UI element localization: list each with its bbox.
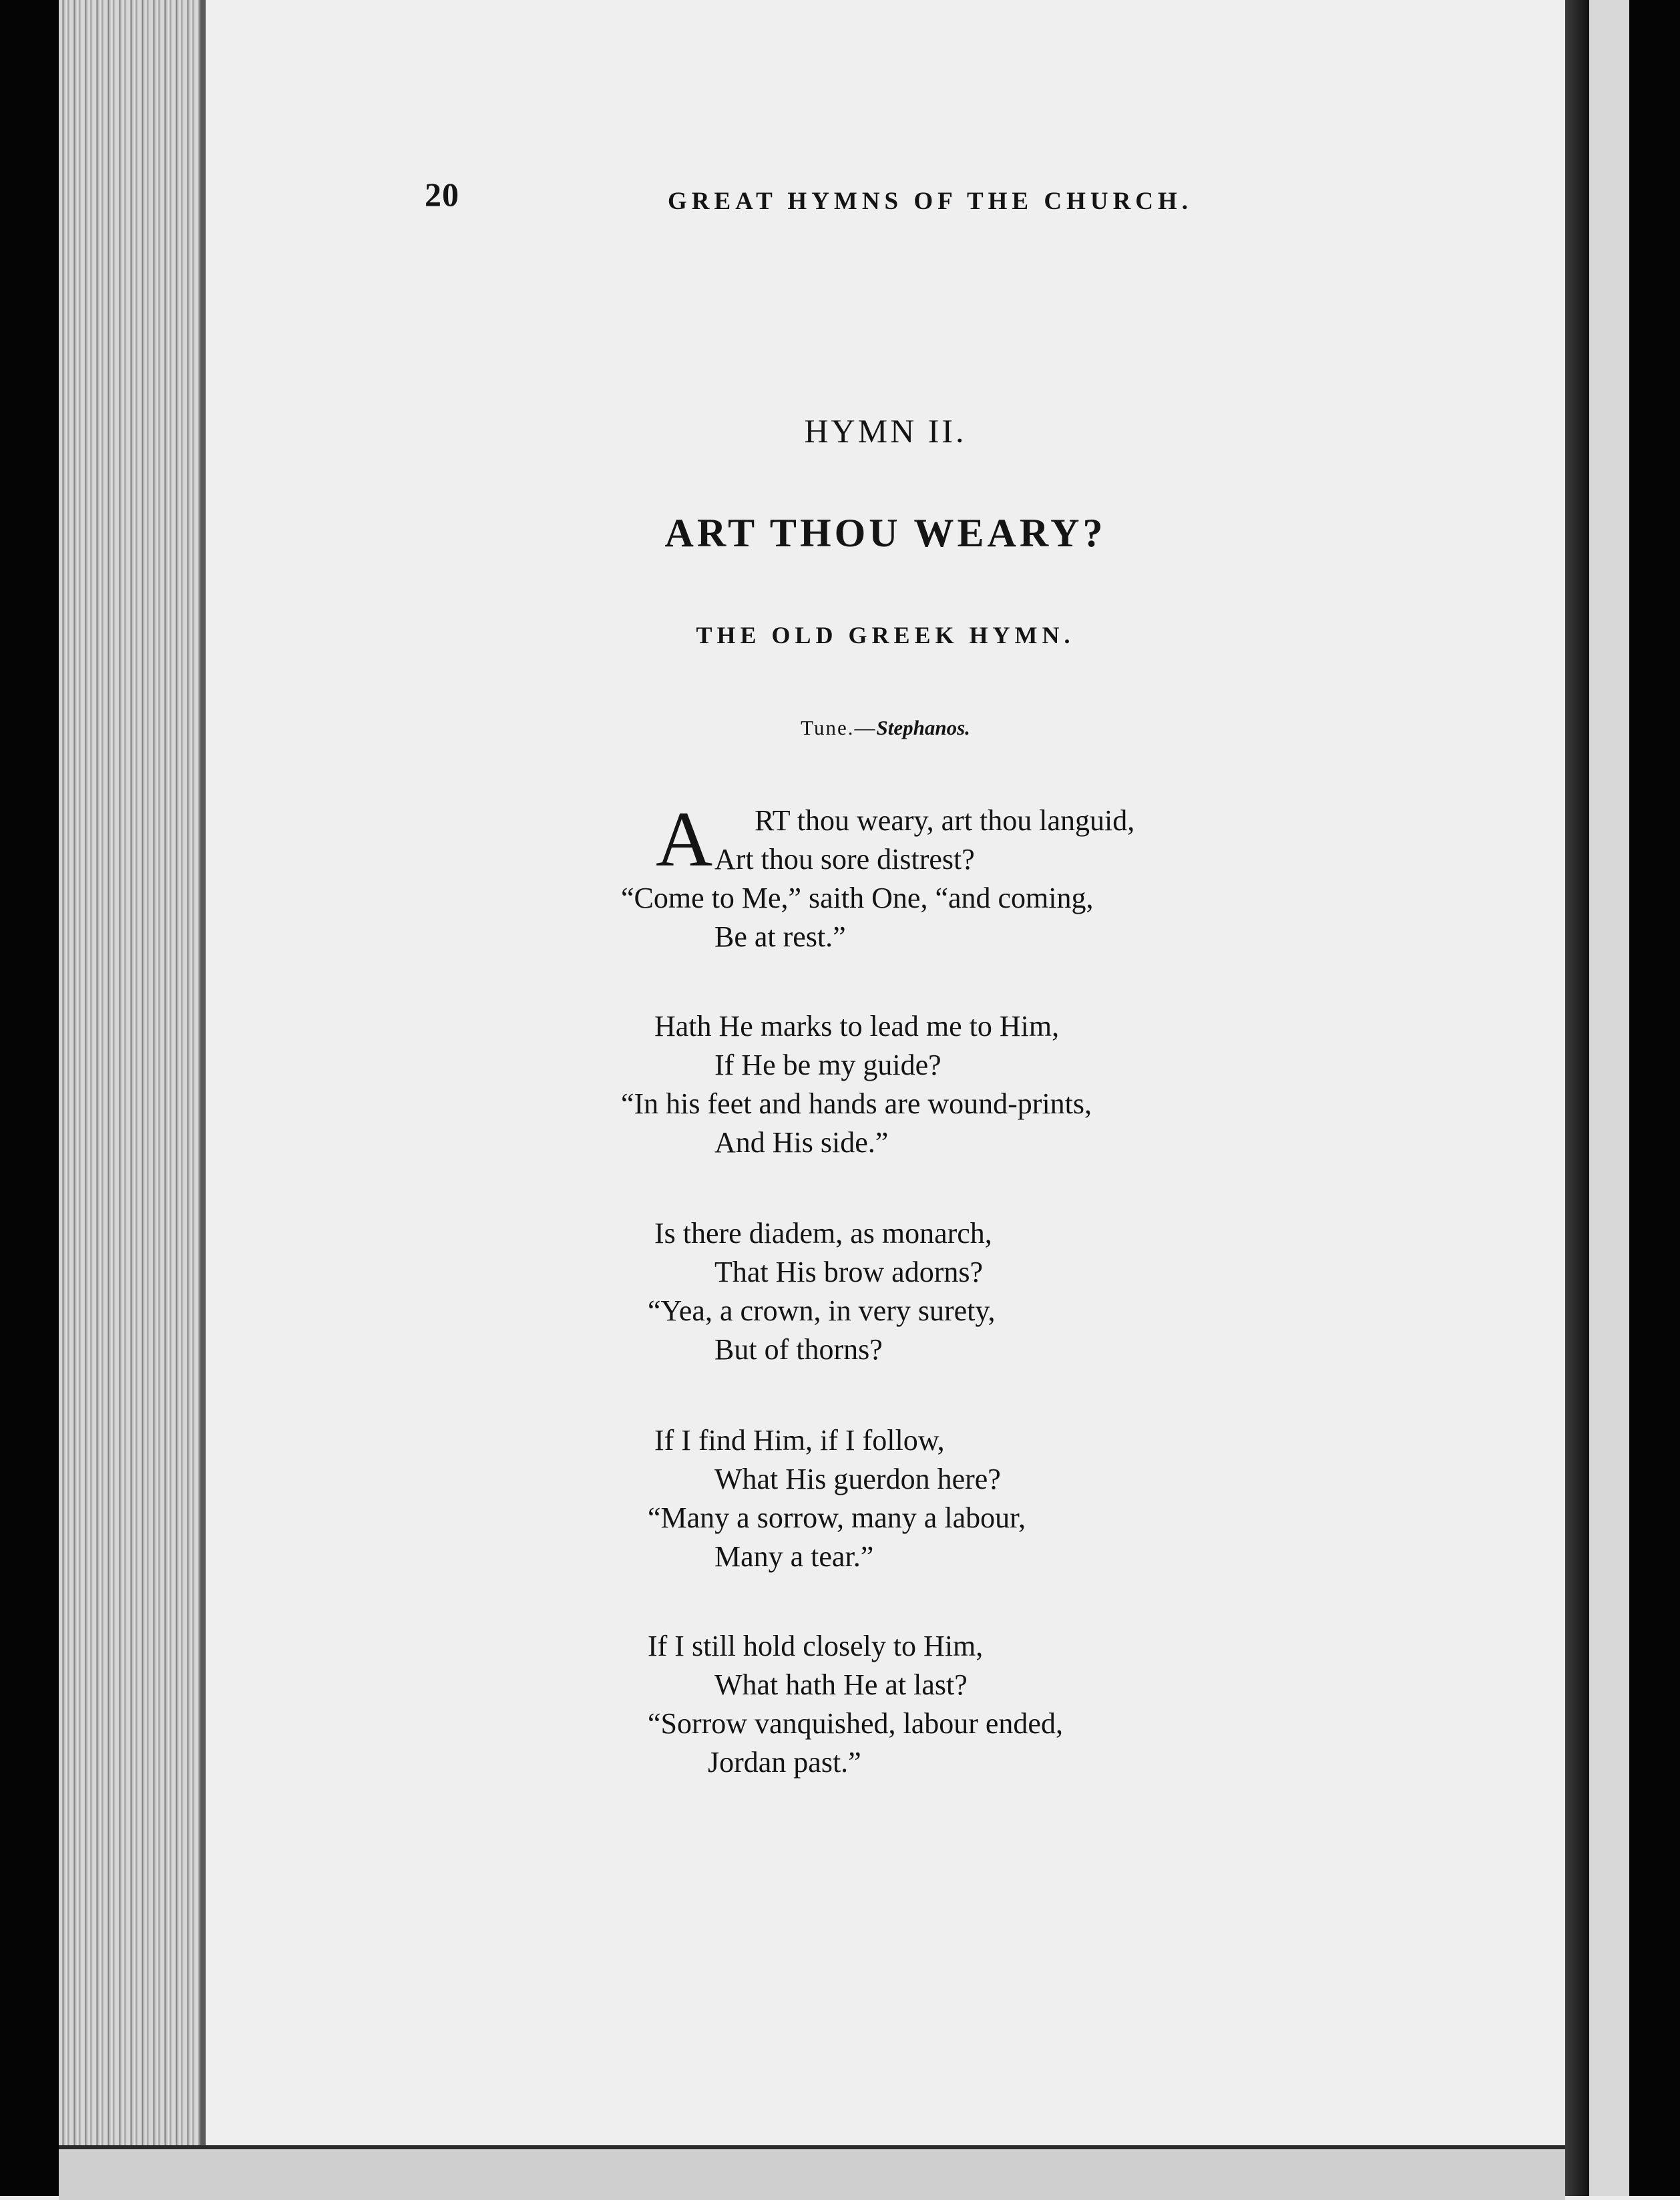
page-number: 20 [425, 176, 459, 213]
verse-line: That His brow adorns? [714, 1256, 984, 1288]
verse-line: What hath He at last? [714, 1668, 968, 1701]
verse-line: “Sorrow vanquished, labour ended, [648, 1707, 1063, 1740]
verse-line: RT thou weary, art thou languid, [755, 804, 1135, 837]
tune-name: Stephanos. [876, 716, 970, 739]
hymn-number: HYMN II. [804, 412, 967, 449]
verse-line: If I find Him, if I follow, [654, 1424, 945, 1457]
verse-line: “Many a sorrow, many a labour, [648, 1501, 1026, 1534]
book-gutter [1565, 0, 1589, 2196]
verse-line: Jordan past.” [708, 1746, 861, 1779]
hymn-subtitle: THE OLD GREEK HYMN. [696, 622, 1075, 649]
verse-line: Is there diadem, as monarch, [654, 1217, 992, 1250]
verse-line: If He be my guide? [714, 1049, 941, 1081]
verse-line: Many a tear.” [714, 1540, 874, 1573]
stanza-5 [621, 1627, 1063, 1782]
verse-line: And His side.” [714, 1126, 889, 1159]
tune-label: Tune.— [801, 716, 877, 739]
drop-cap: A [656, 795, 713, 883]
verse-line: “Come to Me,” saith One, “and coming, [621, 882, 1094, 914]
verse-line: “In his feet and hands are wound-prints, [621, 1087, 1092, 1120]
verse-line: Be at rest.” [714, 920, 846, 953]
page-edge-line [200, 0, 206, 2196]
verse-line: Art thou sore distrest? [714, 843, 975, 876]
facing-page-edge [1589, 0, 1629, 2196]
page-bottom-edge [59, 2145, 1565, 2200]
stanza-2 [621, 1007, 1092, 1162]
verse-line: But of thorns? [714, 1333, 883, 1366]
stanza-3 [621, 1214, 996, 1369]
running-head: GREAT HYMNS OF THE CHURCH. [668, 188, 1193, 215]
book-page-edges [59, 0, 207, 2196]
scan-border-right [1629, 0, 1680, 2196]
verse-line: Hath He marks to lead me to Him, [654, 1010, 1060, 1043]
verse-line: What His guerdon here? [714, 1463, 1001, 1495]
verse-line: “Yea, a crown, in very surety, [648, 1294, 996, 1327]
stanza-4 [621, 1421, 1026, 1576]
tune-line [206, 716, 1565, 740]
scan-border-left [0, 0, 59, 2196]
hymn-title: ART THOU WEARY? [664, 511, 1106, 555]
stanza-1 [621, 795, 1135, 956]
verse-line: If I still hold closely to Him, [648, 1630, 984, 1662]
